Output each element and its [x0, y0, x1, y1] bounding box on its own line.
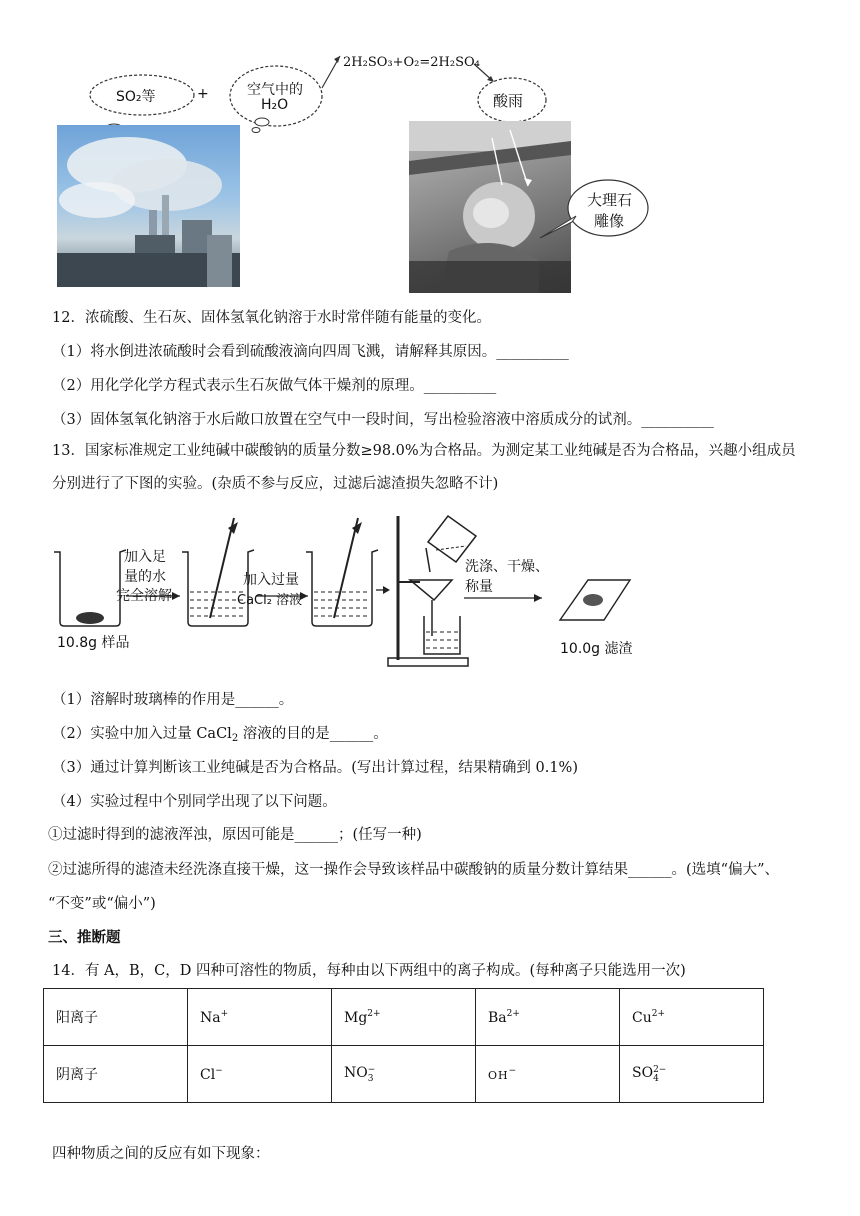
- q12-part2: （2）用化学化学方程式表示生石灰做气体干燥剂的原理。__________: [52, 378, 497, 394]
- q13-part1: （1）溶解时玻璃棒的作用是______。: [52, 692, 294, 708]
- ion-cell: $Cu^{2+}$: [620, 989, 764, 1046]
- step2-label-1: 加入过量: [243, 572, 299, 588]
- water-label: H₂O: [261, 97, 289, 113]
- ion-table: [43, 988, 764, 1103]
- row-label-cation: 阳离子: [44, 989, 188, 1046]
- factory-photo: [57, 125, 240, 287]
- q13-part4-1: ①过滤时得到的滤液浑浊，原因可能是______；(任写一种): [48, 827, 422, 843]
- q13-stem-line1: 13．国家标准规定工业纯碱中碳酸钠的质量分数≥98.0%为合格品。为测定某工业纯碱是否为合格品，兴趣小组成员: [52, 443, 796, 459]
- q13-stem-line2: 分别进行了下图的实验。(杂质不参与反应，过滤后滤渣损失忽略不计): [52, 476, 499, 492]
- plus-sign: +: [197, 86, 209, 102]
- acid-rain-label: 酸雨: [493, 92, 524, 110]
- q13-part4-2-line1: ②过滤所得的滤渣未经洗涤直接干燥，这一操作会导致该样品中碳酸钠的质量分数计算结果______。(选填“偏大”、: [48, 862, 779, 878]
- step1-label-3: 完全溶解: [116, 588, 172, 604]
- q13-part2: （2）实验中加入过量 CaCl$_2$ 溶液的目的是______。: [52, 726, 388, 744]
- marble-label-1: 大理石: [587, 191, 633, 209]
- marble-label-2: 雕像: [594, 212, 625, 230]
- q14-stem: 14．有 A，B，C，D 四种可溶性的物质，每种由以下两组中的离子构成。(每种离子只能选用一次): [52, 963, 686, 979]
- row-label-anion: 阴离子: [44, 1046, 188, 1103]
- so2-label: SO₂等: [116, 89, 156, 105]
- sample-label: 10.8g 样品: [57, 635, 130, 651]
- q13-part3: （3）通过计算判断该工业纯碱是否为合格品。(写出计算过程，结果精确到 0.1%): [52, 760, 578, 776]
- ion-cell: Cl−: [188, 1046, 332, 1103]
- step3-label-1: 洗涤、干燥、: [465, 559, 549, 575]
- reaction-equation: 2H₂SO₃+O₂=2H₂SO₄: [343, 55, 480, 70]
- ion-cell: Na+: [188, 989, 332, 1046]
- q12-part1: （1）将水倒进浓硫酸时会看到硫酸液滴向四周飞溅，请解释其原因。__________: [52, 344, 569, 360]
- step2-label-2: CaCl₂ 溶液: [237, 593, 303, 608]
- ion-cell: $Mg^{2+}$: [332, 989, 476, 1046]
- q12-stem: 12．浓硫酸、生石灰、固体氢氧化钠溶于水时常伴随有能量的变化。: [52, 310, 491, 326]
- ion-cell: $Ba^{2+}$: [476, 989, 620, 1046]
- step1-label-2: 量的水: [124, 569, 166, 585]
- ion-cell: SO 2− 4: [620, 1046, 764, 1103]
- section-title: 三、推断题: [48, 929, 121, 946]
- ion-cell: NO − 3: [332, 1046, 476, 1103]
- table-row: [44, 989, 764, 1046]
- q14-after-table: 四种物质之间的反应有如下现象：: [52, 1146, 270, 1162]
- ion-cell: OH−: [476, 1046, 620, 1103]
- q13-part4-2-line2: “不变”或“偏小”): [48, 896, 156, 912]
- residue-label: 10.0g 滤渣: [560, 641, 633, 657]
- step3-label-2: 称量: [465, 579, 493, 595]
- table-row: [44, 1046, 764, 1103]
- q12-part3: （3）固体氢氧化钠溶于水后敞口放置在空气中一段时间，写出检验溶液中溶质成分的试剂。__________: [52, 412, 714, 428]
- step1-label-1: 加入足: [124, 549, 166, 565]
- air-label: 空气中的: [247, 82, 303, 98]
- q13-part4: （4）实验过程中个别同学出现了以下问题。: [52, 794, 337, 810]
